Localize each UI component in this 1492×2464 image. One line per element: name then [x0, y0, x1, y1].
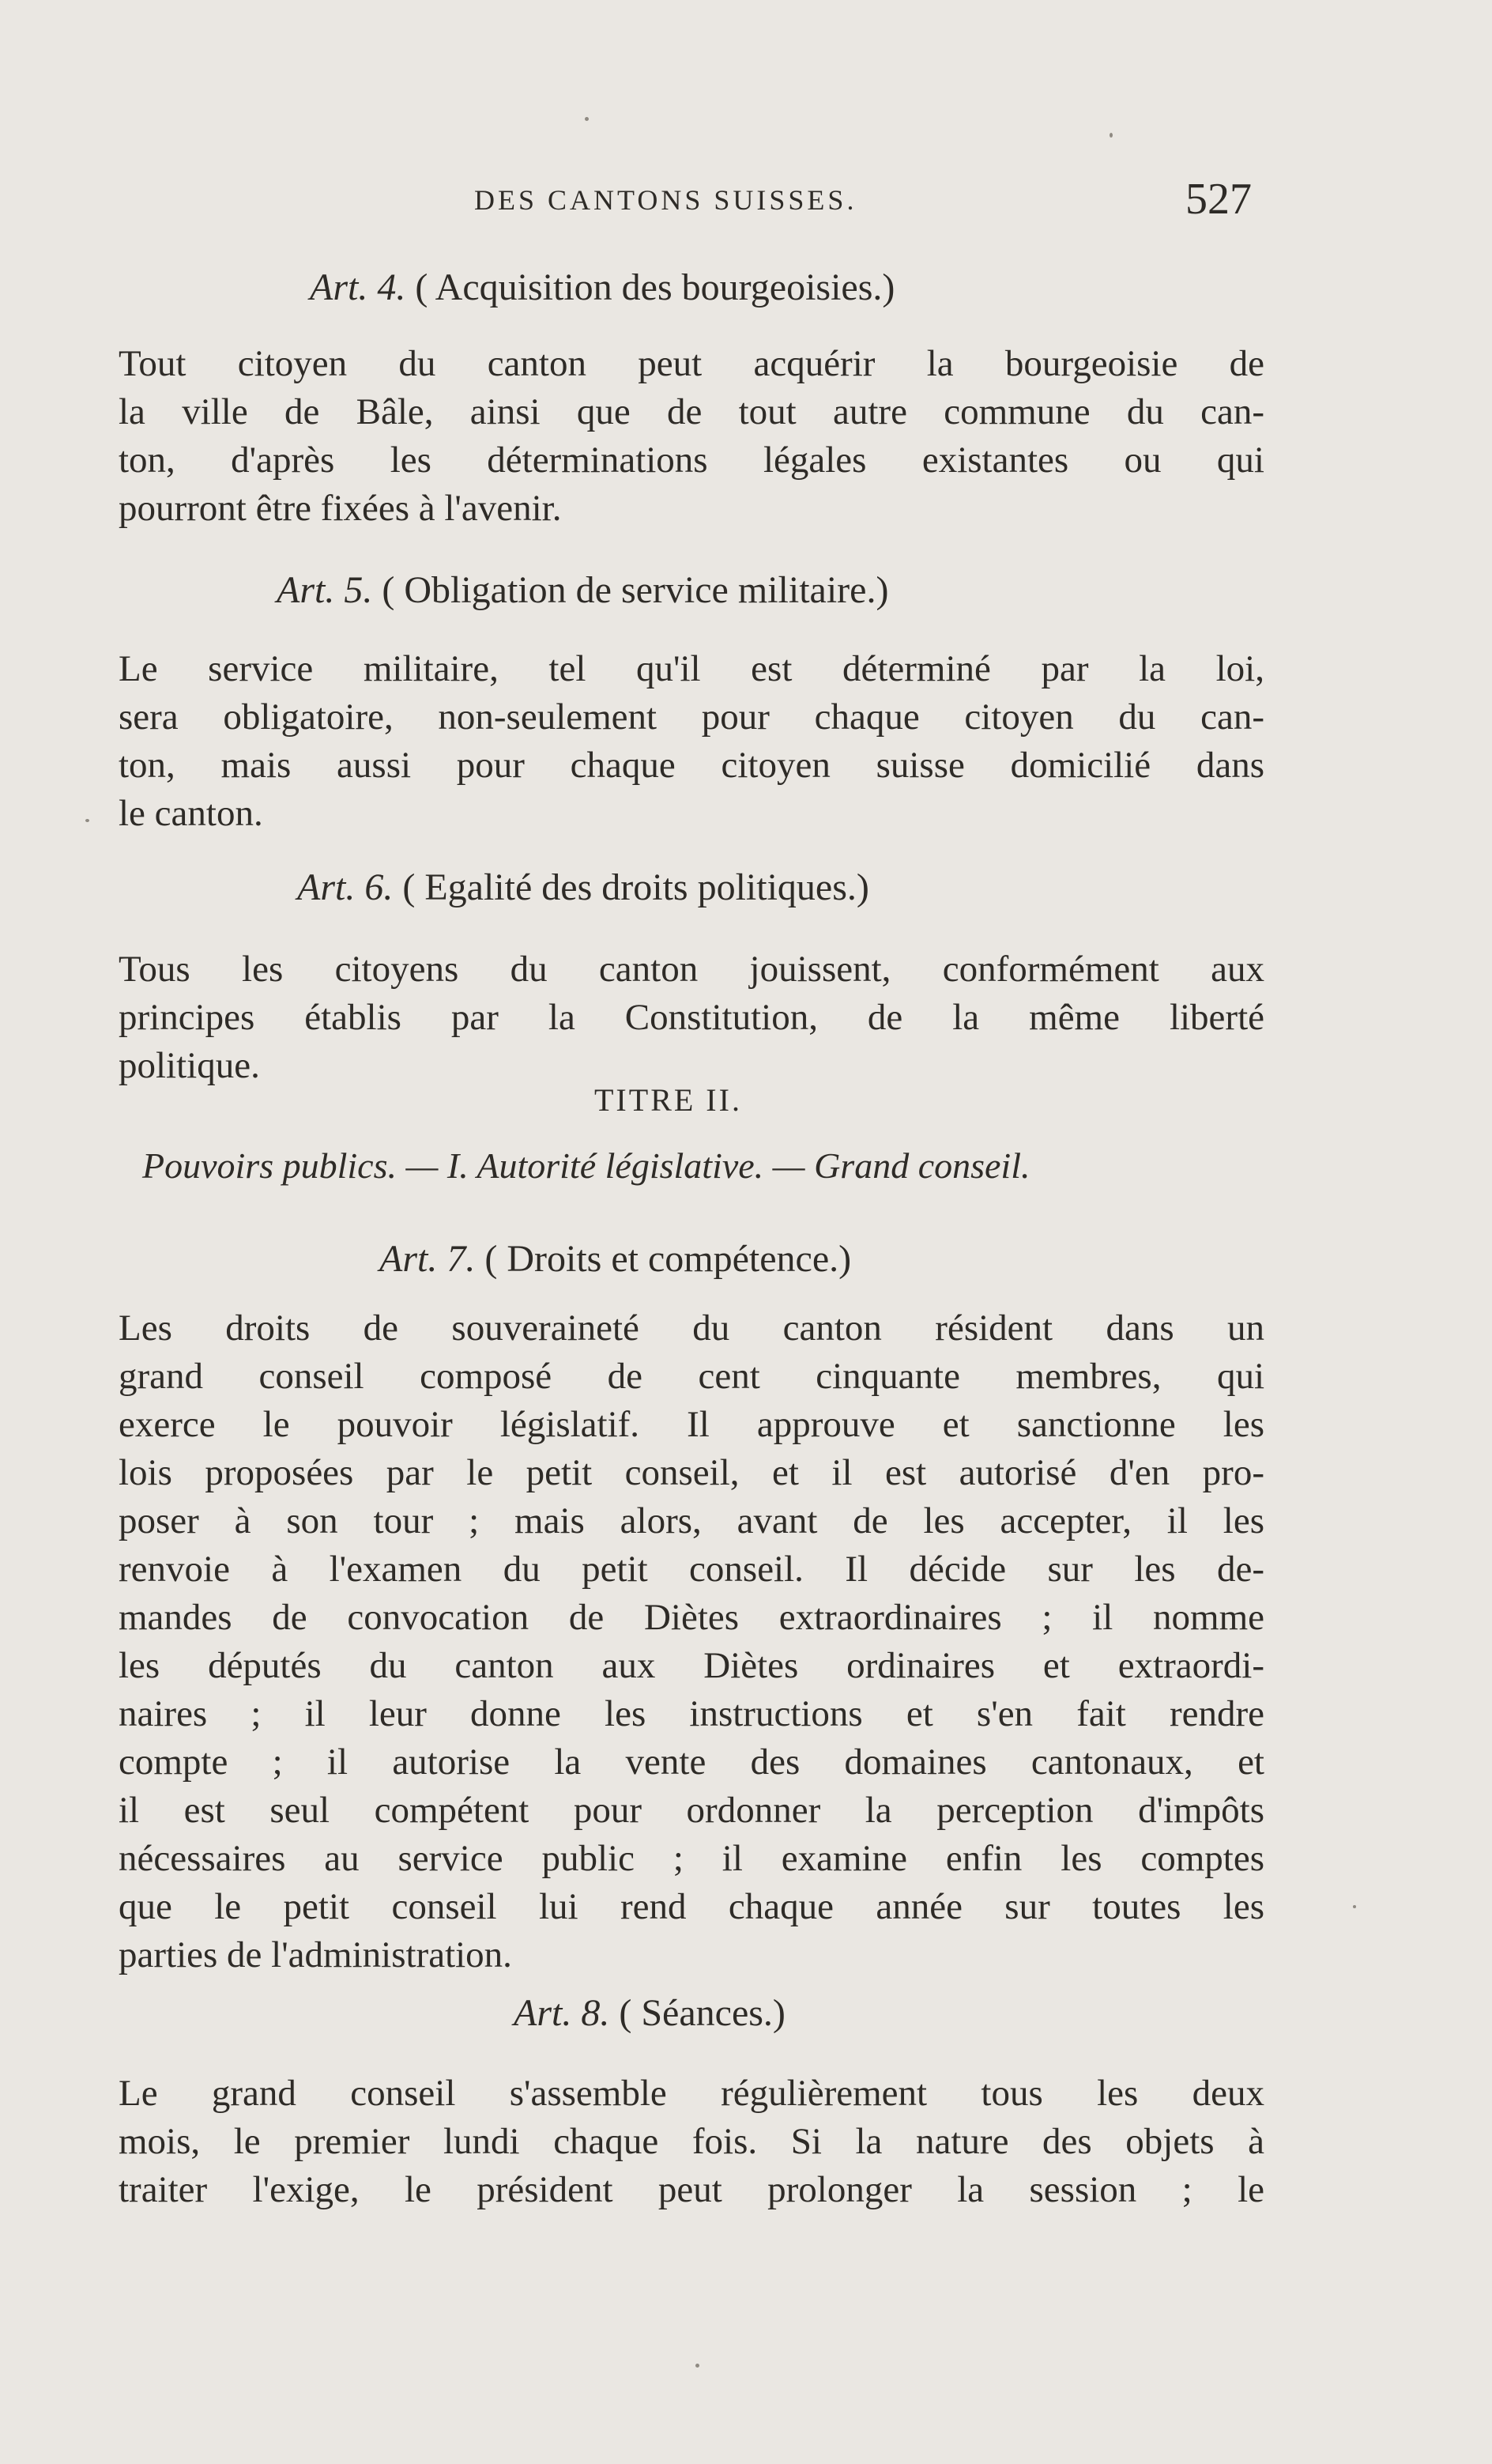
- text-line: ton, d'après les déterminations légales existantes ou qui: [119, 440, 1264, 481]
- text-line: Le service militaire, tel qu'il est déterminé par la loi,: [119, 648, 1264, 689]
- article-heading-4: [310, 265, 895, 311]
- article-heading-6: [297, 865, 869, 911]
- paper-speck: [1110, 133, 1113, 138]
- article-label: Art. 5.: [277, 569, 373, 611]
- paper-speck: [1353, 1905, 1356, 1908]
- article-label: Art. 6.: [297, 866, 394, 908]
- text-line: Tous les citoyens du canton jouissent, conformément aux: [119, 949, 1264, 990]
- text-line: il est seul compétent pour ordonner la perception d'impôts: [119, 1790, 1264, 1831]
- paper-speck: [695, 2364, 699, 2368]
- text-line: pourront être fixées à l'avenir.: [119, 488, 562, 529]
- text-line: le canton.: [119, 793, 263, 834]
- text-line: mois, le premier lundi chaque fois. Si la nature des objets à: [119, 2121, 1264, 2162]
- text-line: renvoie à l'examen du petit conseil. Il décide sur les de-: [119, 1549, 1264, 1590]
- text-line: sera obligatoire, non-seulement pour chaque citoyen du can-: [119, 696, 1264, 738]
- article-7-text: [119, 1304, 1264, 1979]
- running-head: DES CANTONS SUISSES.: [474, 184, 857, 216]
- article-label: Art. 7.: [379, 1238, 476, 1280]
- text-line: naires ; il leur donne les instructions et s'en fait rendre: [119, 1693, 1264, 1734]
- text-line: lois proposées par le petit conseil, et il est autorisé d'en pro-: [119, 1452, 1264, 1493]
- article-6-text: [119, 945, 1264, 1090]
- text-line: Les droits de souveraineté du canton résident dans un: [119, 1307, 1264, 1349]
- text-line: compte ; il autorise la vente des domaines cantonaux, et: [119, 1741, 1264, 1783]
- article-heading-7: [379, 1236, 851, 1282]
- article-heading-8: [514, 1990, 786, 2036]
- section-subtitle: Pouvoirs publics. — I. Autorité législative. — Grand conseil.: [142, 1145, 1030, 1186]
- section-title: TITRE II.: [594, 1082, 742, 1118]
- article-title: ( Droits et compétence.): [484, 1238, 852, 1280]
- text-line: mandes de convocation de Diètes extraordinaires ; il nomme: [119, 1597, 1264, 1638]
- article-4-text: [119, 340, 1264, 533]
- article-5-text: [119, 645, 1264, 838]
- text-line: grand conseil composé de cent cinquante membres, qui: [119, 1356, 1264, 1397]
- text-line: les députés du canton aux Diètes ordinaires et extraordi-: [119, 1645, 1264, 1686]
- text-line: Le grand conseil s'assemble régulièrement tous les deux: [119, 2073, 1264, 2114]
- text-line: ton, mais aussi pour chaque citoyen suisse domicilié dans: [119, 745, 1264, 786]
- text-line: nécessaires au service public ; il examine enfin les comptes: [119, 1838, 1264, 1879]
- article-title: ( Acquisition des bourgeoisies.): [415, 266, 895, 308]
- text-line: principes établis par la Constitution, de la même liberté: [119, 997, 1264, 1038]
- article-label: Art. 4.: [310, 266, 406, 308]
- text-line: la ville de Bâle, ainsi que de tout autre commune du can-: [119, 391, 1264, 432]
- text-line: parties de l'administration.: [119, 1934, 512, 1975]
- text-line: politique.: [119, 1045, 260, 1086]
- text-line: traiter l'exige, le président peut prolonger la session ; le: [119, 2169, 1264, 2210]
- article-title: ( Egalité des droits politiques.): [402, 866, 869, 908]
- article-8-text: [119, 2070, 1264, 2214]
- text-line: que le petit conseil lui rend chaque année sur toutes les: [119, 1886, 1264, 1927]
- article-label: Art. 8.: [514, 1992, 610, 2034]
- article-title: ( Séances.): [619, 1992, 786, 2034]
- article-heading-5: [277, 568, 888, 613]
- text-line: poser à son tour ; mais alors, avant de les accepter, il les: [119, 1500, 1264, 1541]
- text-line: Tout citoyen du canton peut acquérir la bourgeoisie de: [119, 343, 1264, 384]
- page-number: 527: [1185, 175, 1252, 224]
- article-title: ( Obligation de service militaire.): [382, 569, 889, 611]
- text-line: exerce le pouvoir législatif. Il approuve et sanctionne les: [119, 1404, 1264, 1445]
- paper-speck: [85, 819, 89, 822]
- paper-speck: [585, 117, 589, 121]
